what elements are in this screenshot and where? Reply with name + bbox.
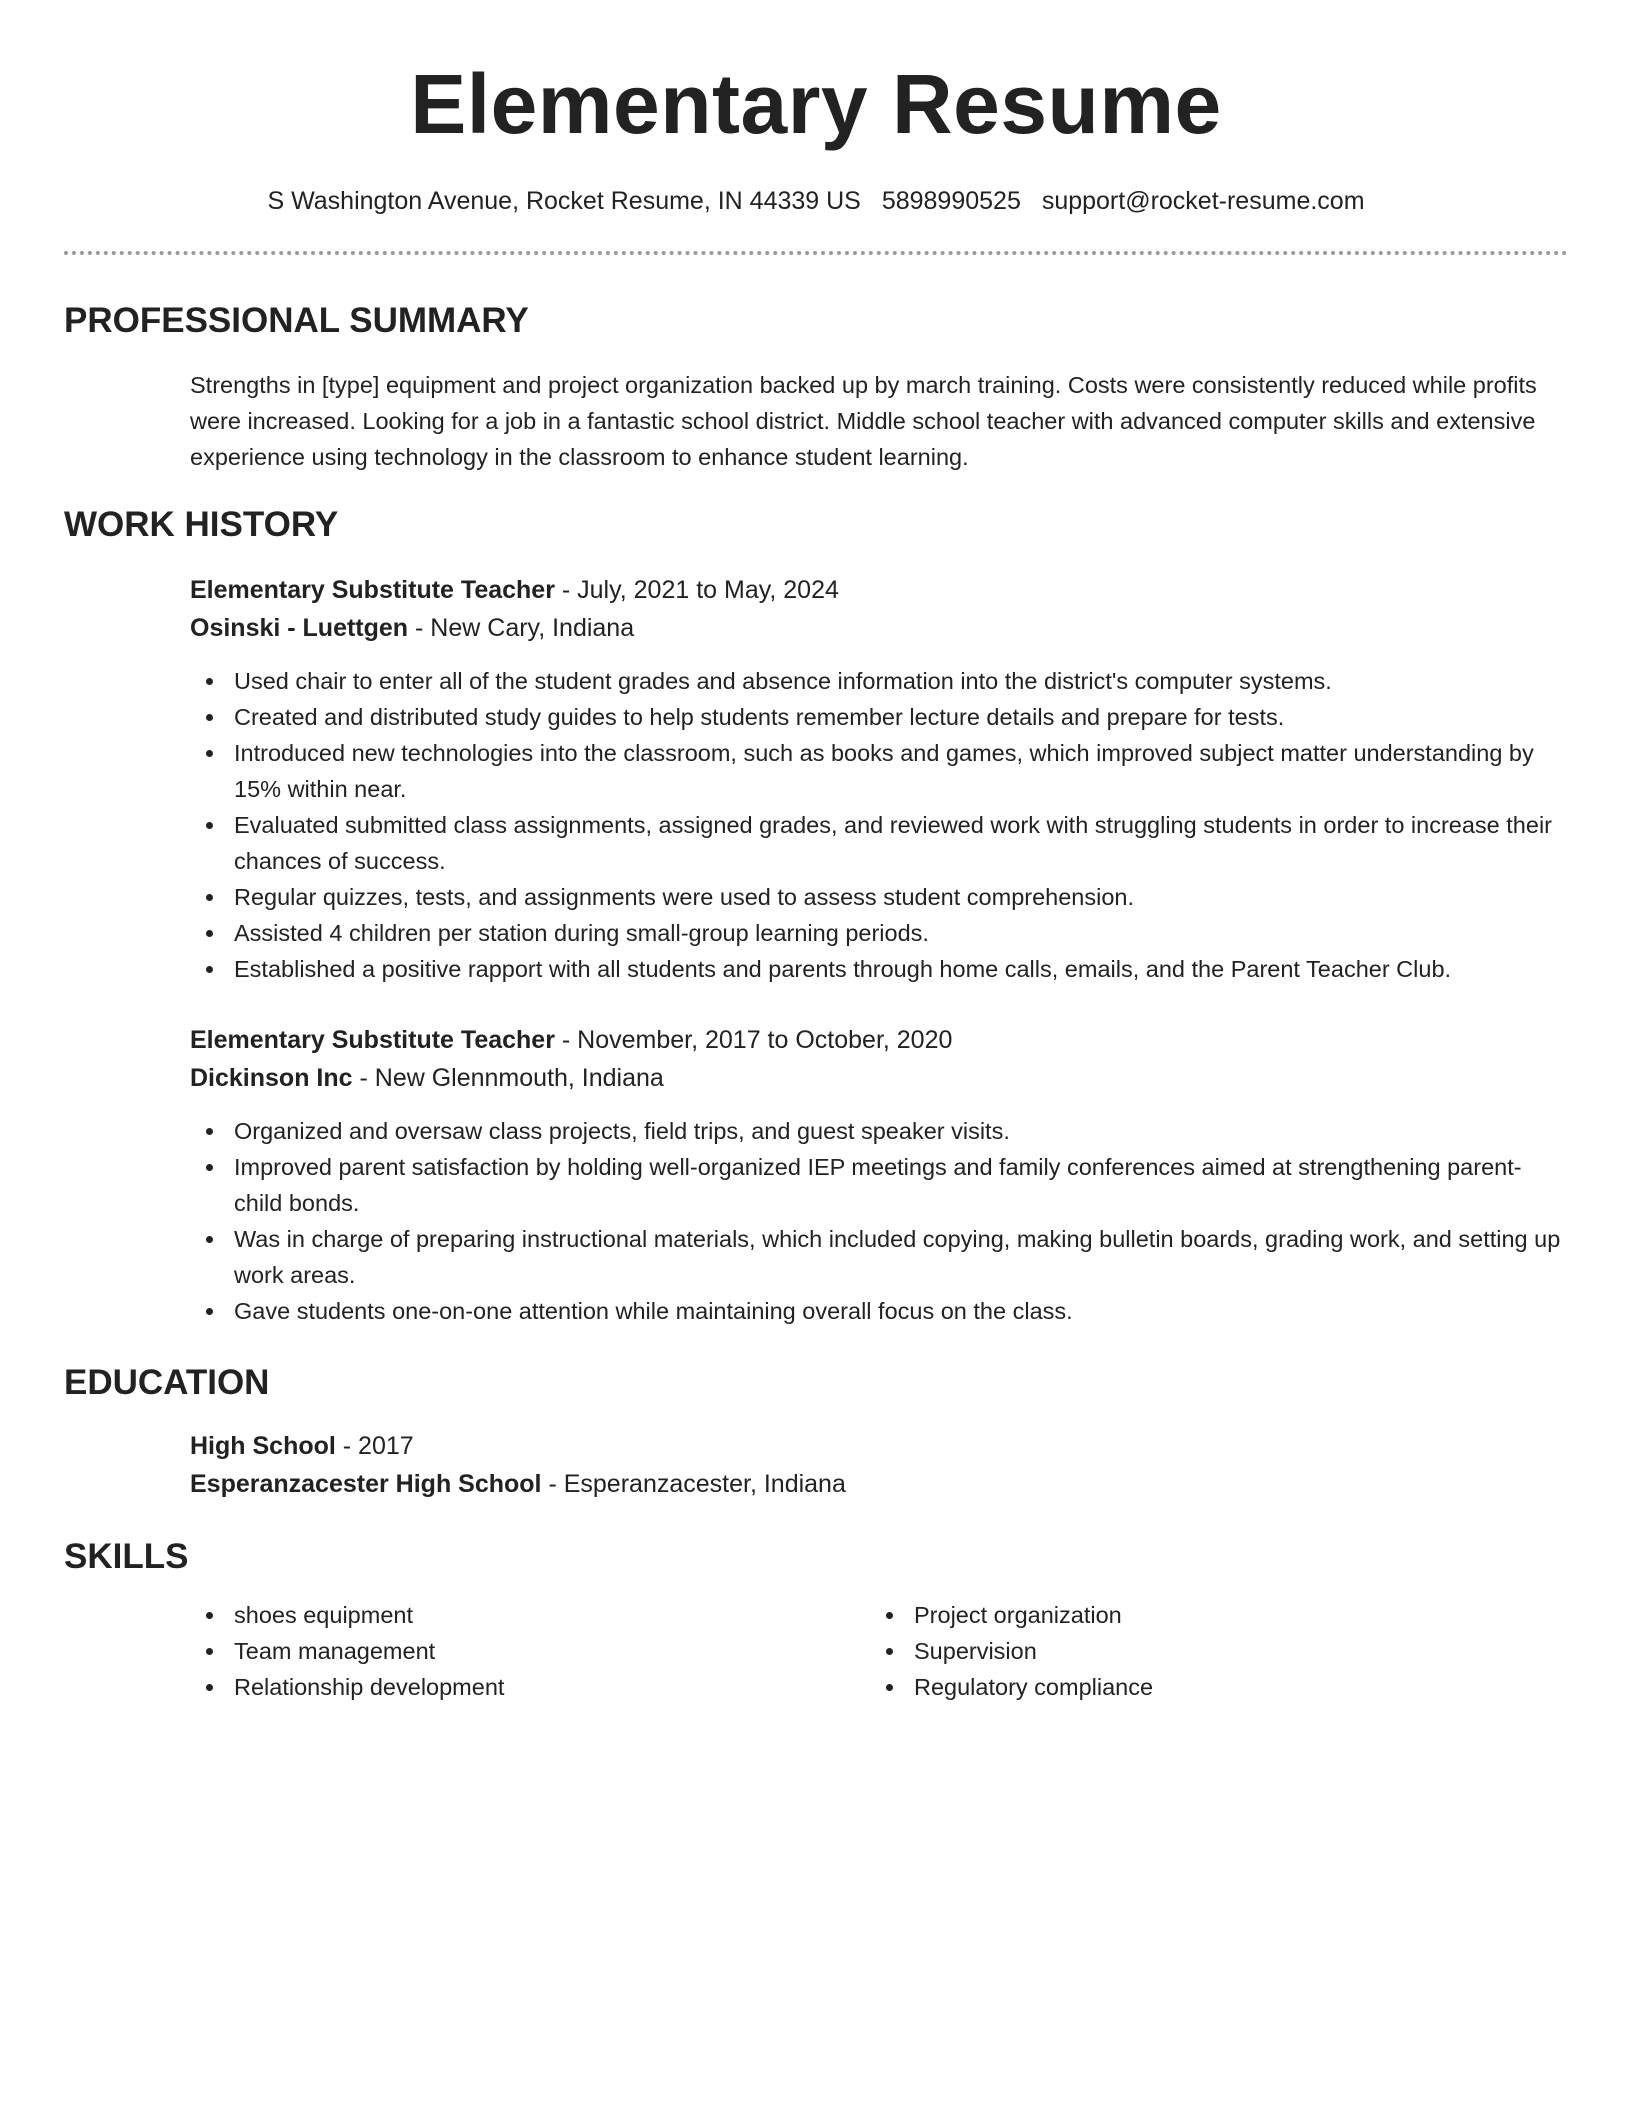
education-entry	[190, 1427, 1568, 1503]
skills-grid	[190, 1597, 1568, 1705]
job-role: Elementary Substitute Teacher	[190, 576, 555, 604]
job-dates: - July, 2021 to May, 2024	[554, 576, 839, 604]
job-bullets	[190, 663, 1568, 987]
section-title-work-history: WORK HISTORY	[64, 505, 339, 544]
resume-name: Elementary Resume	[410, 57, 1222, 151]
education-degree-line	[190, 1427, 1568, 1465]
job-bullet: Improved parent satisfaction by holding well-organized IEP meetings and family conferences aimed at strengthening parent-child bonds.	[190, 1149, 1568, 1221]
skill-item: Team management	[190, 1633, 870, 1669]
section-title-summary: PROFESSIONAL SUMMARY	[64, 301, 529, 340]
job-location: - New Glennmouth, Indiana	[352, 1064, 664, 1092]
job-company-line	[190, 1059, 1568, 1097]
header-divider	[64, 251, 1568, 255]
skill-item: Project organization	[870, 1597, 1550, 1633]
job-bullet: Regular quizzes, tests, and assignments were used to assess student comprehension.	[190, 879, 1568, 915]
job-company: Dickinson Inc	[190, 1064, 353, 1092]
skill-item: shoes equipment	[190, 1597, 870, 1633]
job-bullet: Established a positive rapport with all students and parents through home calls, emails, and the Parent Teacher Club.	[190, 951, 1568, 987]
job-bullet: Assisted 4 children per station during small-group learning periods.	[190, 915, 1568, 951]
section-title-skills: SKILLS	[64, 1537, 189, 1576]
skill-item: Relationship development	[190, 1669, 870, 1705]
job-company: Osinski - Luettgen	[190, 614, 409, 642]
job-entry	[190, 1021, 1568, 1329]
job-bullet: Evaluated submitted class assignments, assigned grades, and reviewed work with struggling students in order to increase their chances of success.	[190, 807, 1568, 879]
job-role: Elementary Substitute Teacher	[190, 1026, 555, 1054]
job-bullet: Created and distributed study guides to help students remember lecture details and prepare for tests.	[190, 699, 1568, 735]
summary-text: Strengths in [type] equipment and project organization backed up by march training. Costs were consistently reduced while profits were increased. Looking for a job in a fantastic school district. Middle school teacher with advanced computer skills and extensive experience using technology in the classroom to enhance student learning.	[190, 372, 1537, 470]
skills-column-left	[190, 1597, 870, 1705]
job-company-line	[190, 609, 1568, 647]
job-bullet: Organized and oversaw class projects, field trips, and guest speaker visits.	[190, 1113, 1568, 1149]
job-bullet: Used chair to enter all of the student grades and absence information into the district's computer systems.	[190, 663, 1568, 699]
contact-line	[64, 184, 1568, 218]
job-bullet: Gave students one-on-one attention while maintaining overall focus on the class.	[190, 1293, 1568, 1329]
contact-email: support@rocket-resume.com	[1041, 187, 1365, 215]
education-degree: High School	[190, 1432, 336, 1460]
job-title-line	[190, 1021, 1568, 1059]
education-school: Esperanzacester High School	[190, 1470, 542, 1498]
education-location: - Esperanzacester, Indiana	[541, 1470, 846, 1498]
job-entry	[190, 571, 1568, 987]
job-bullet: Was in charge of preparing instructional materials, which included copying, making bulletin boards, grading work, and setting up work areas.	[190, 1221, 1568, 1293]
section-title-education: EDUCATION	[64, 1363, 270, 1402]
job-title-line	[190, 571, 1568, 609]
contact-address: S Washington Avenue, Rocket Resume, IN 44339 US	[267, 187, 861, 215]
skill-item: Regulatory compliance	[870, 1669, 1550, 1705]
skills-column-right	[870, 1597, 1550, 1705]
education-school-line	[190, 1465, 1568, 1503]
job-bullets	[190, 1113, 1568, 1329]
education-year: - 2017	[335, 1432, 414, 1460]
skill-item: Supervision	[870, 1633, 1550, 1669]
job-location: - New Cary, Indiana	[408, 614, 635, 642]
contact-phone: 5898990525	[881, 187, 1021, 215]
job-dates: - November, 2017 to October, 2020	[554, 1026, 953, 1054]
job-bullet: Introduced new technologies into the classroom, such as books and games, which improved subject matter understanding by 15% within near.	[190, 735, 1568, 807]
